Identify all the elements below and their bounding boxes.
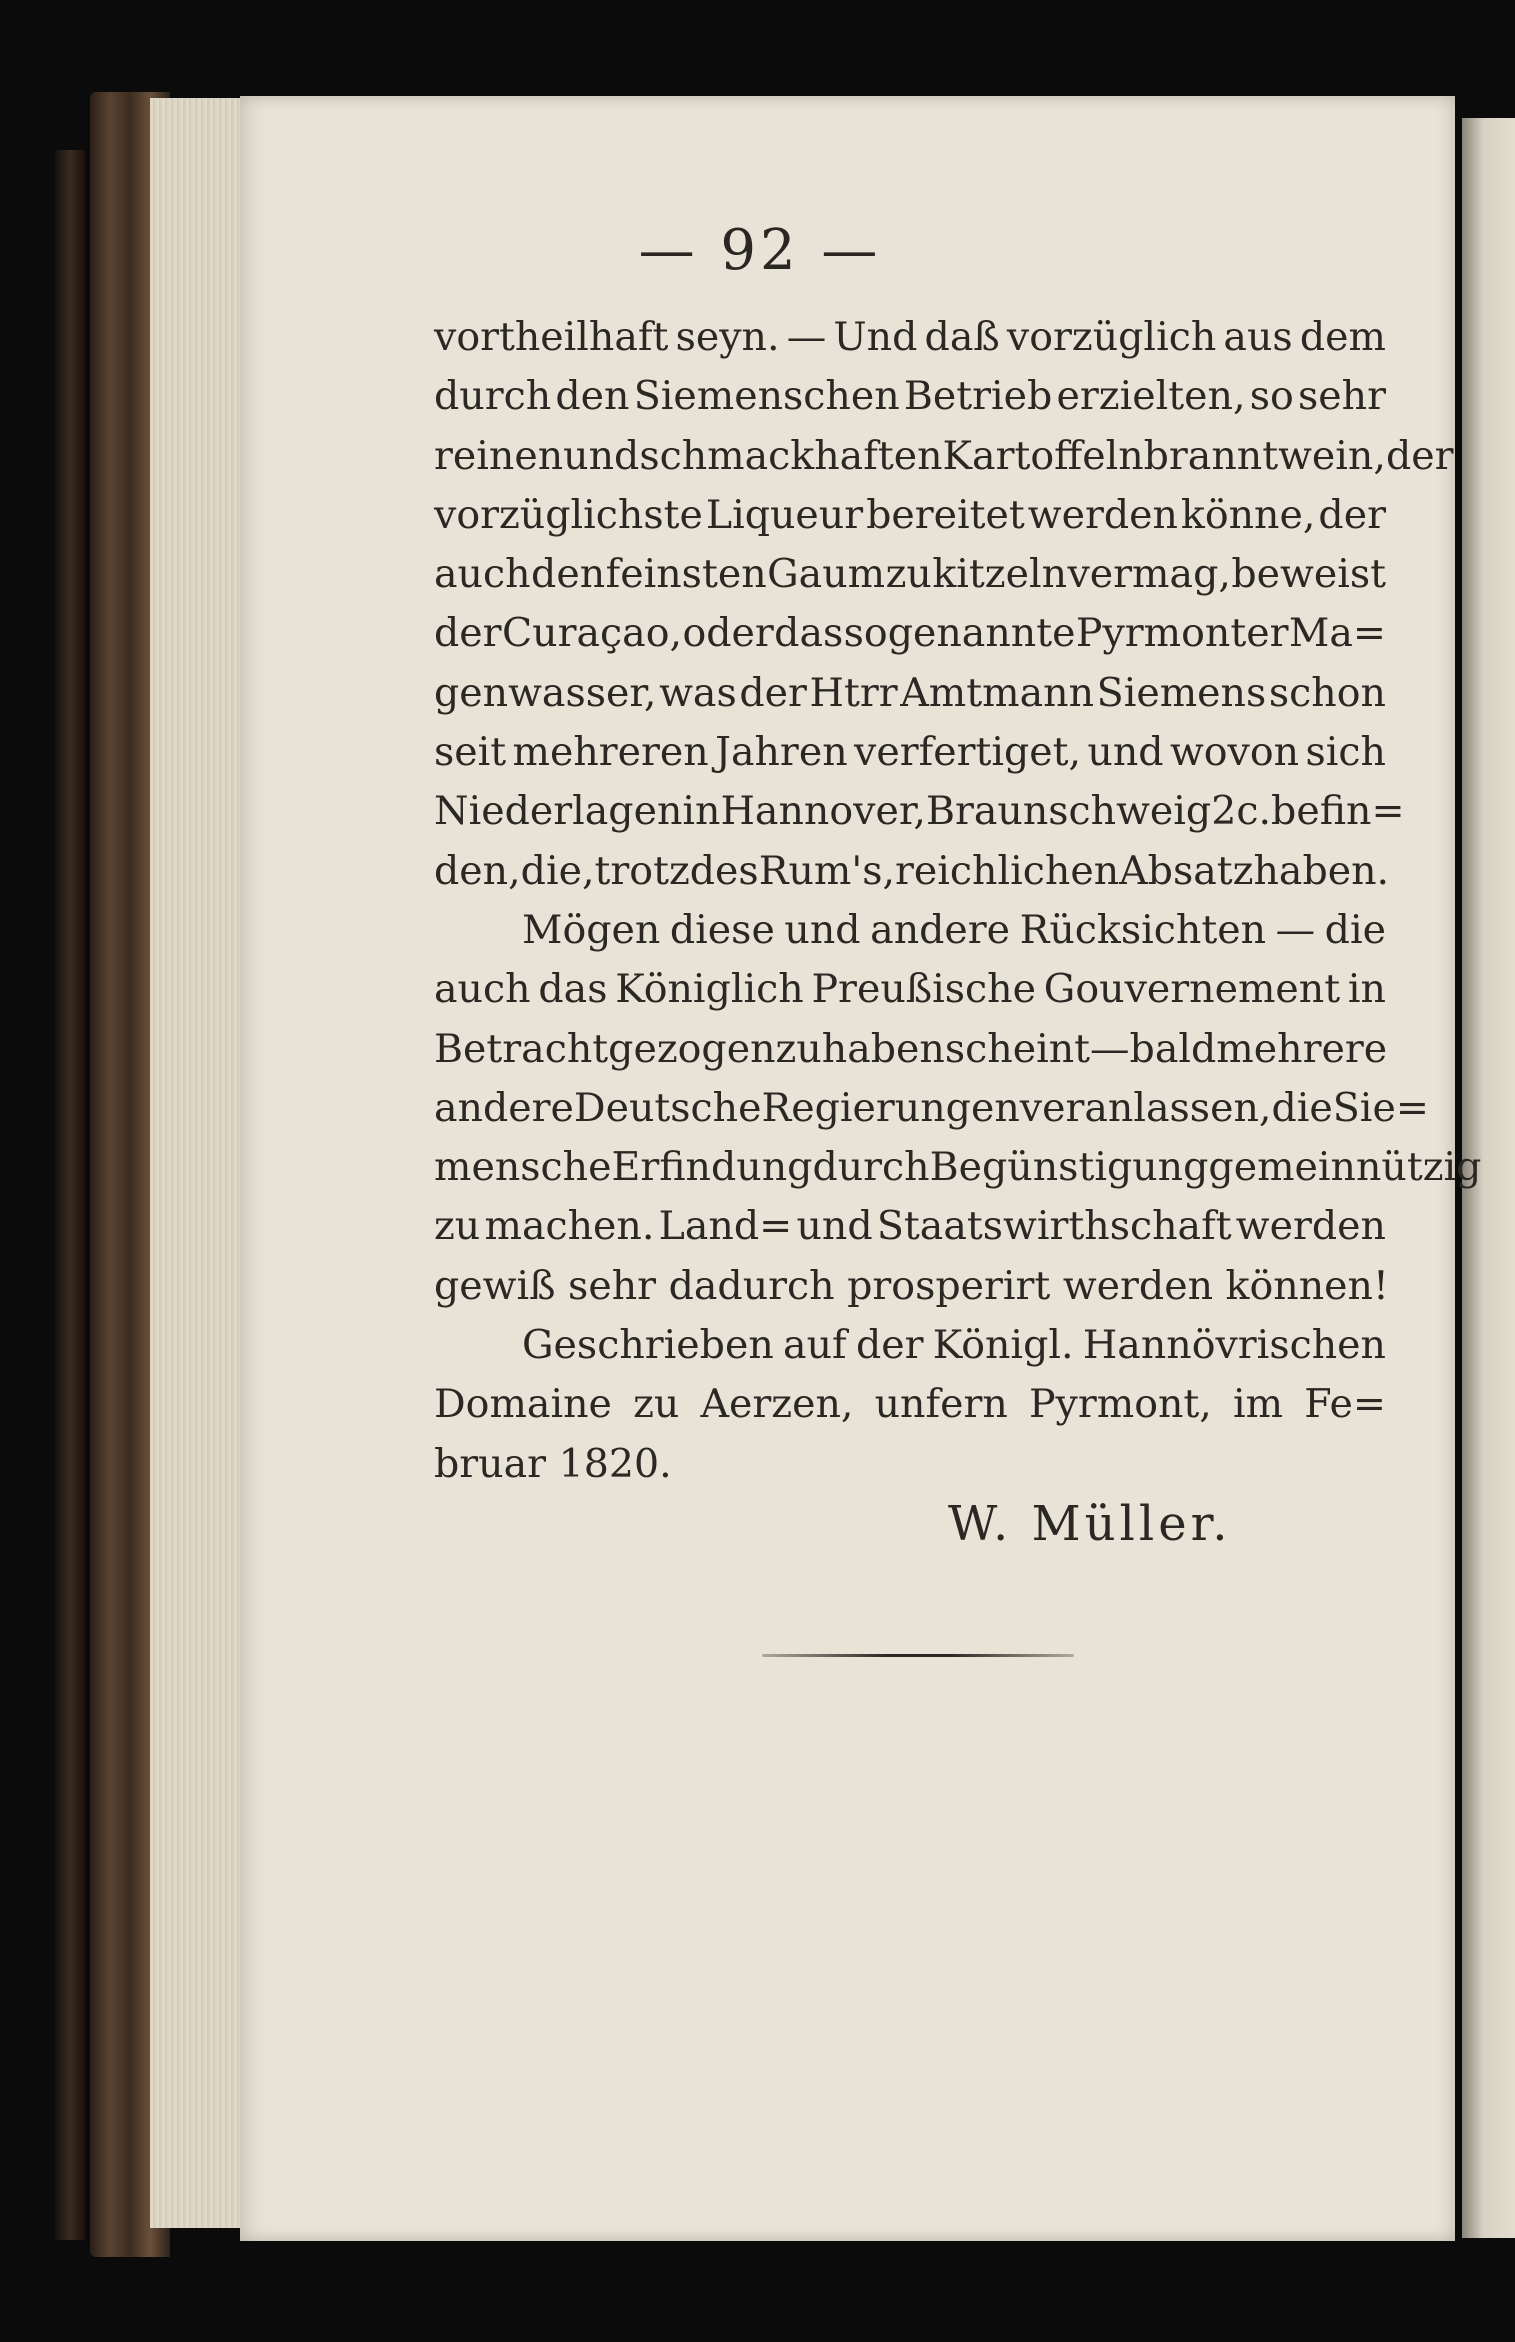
text-line: reinen und schmackhaften Kartoffelnbranntwein, der — [434, 432, 1454, 479]
page-number: — 92 — — [638, 218, 882, 283]
text-line: der Curaçao, oder das sogenannte Pyrmonter Ma= — [434, 610, 1386, 657]
closing-rule — [762, 1654, 1074, 1657]
text-line: Betracht gezogen zu haben scheint — bald mehrere — [434, 1025, 1388, 1072]
text-line: auch das Königlich Preußische Gouvernement in — [434, 966, 1386, 1013]
text-line: bruar 1820. — [434, 1440, 672, 1487]
text-line: vortheilhaft seyn. — Und daß vorzüglich aus dem — [434, 314, 1386, 360]
signature: W. Müller. — [948, 1496, 1232, 1552]
text-line: vorzüglichste Liqueur bereitet werden könne, der — [434, 491, 1386, 538]
text-line: durch den Siemenschen Betrieb erzielten, so sehr — [434, 373, 1386, 420]
text-line: genwasser, was der Htrr Amtmann Siemens schon — [434, 669, 1386, 716]
book-spine-edge — [55, 150, 85, 2240]
text-line: Niederlagen in Hannover, Braunschweig 2c. befin= — [434, 788, 1405, 835]
text-line: auch den feinsten Gaum zu kitzeln vermag, beweist — [434, 551, 1386, 598]
page-stack-edges — [150, 98, 250, 2228]
text-line: mensche Erfindung durch Begünstigung gemeinnützig — [434, 1144, 1482, 1191]
text-line: andere Deutsche Regierungen veranlassen, die Sie= — [434, 1084, 1429, 1131]
body-text — [434, 308, 1482, 1494]
text-line: Geschrieben auf der Königl. Hannövrischen — [522, 1322, 1386, 1369]
text-line: Domaine zu Aerzen, unfern Pyrmont, im Fe= — [434, 1381, 1386, 1428]
text-line: den, die, trotz des Rum's, reichlichen Absatz haben. — [434, 847, 1390, 894]
text-line: seit mehreren Jahren verfertiget, und wovon sich — [434, 729, 1386, 776]
text-line: gewiß sehr dadurch prosperirt werden können! — [434, 1262, 1389, 1309]
text-line: Mögen diese und andere Rücksichten — die — [522, 906, 1386, 953]
text-line: zu machen. Land= und Staatswirthschaft werden — [434, 1203, 1386, 1250]
